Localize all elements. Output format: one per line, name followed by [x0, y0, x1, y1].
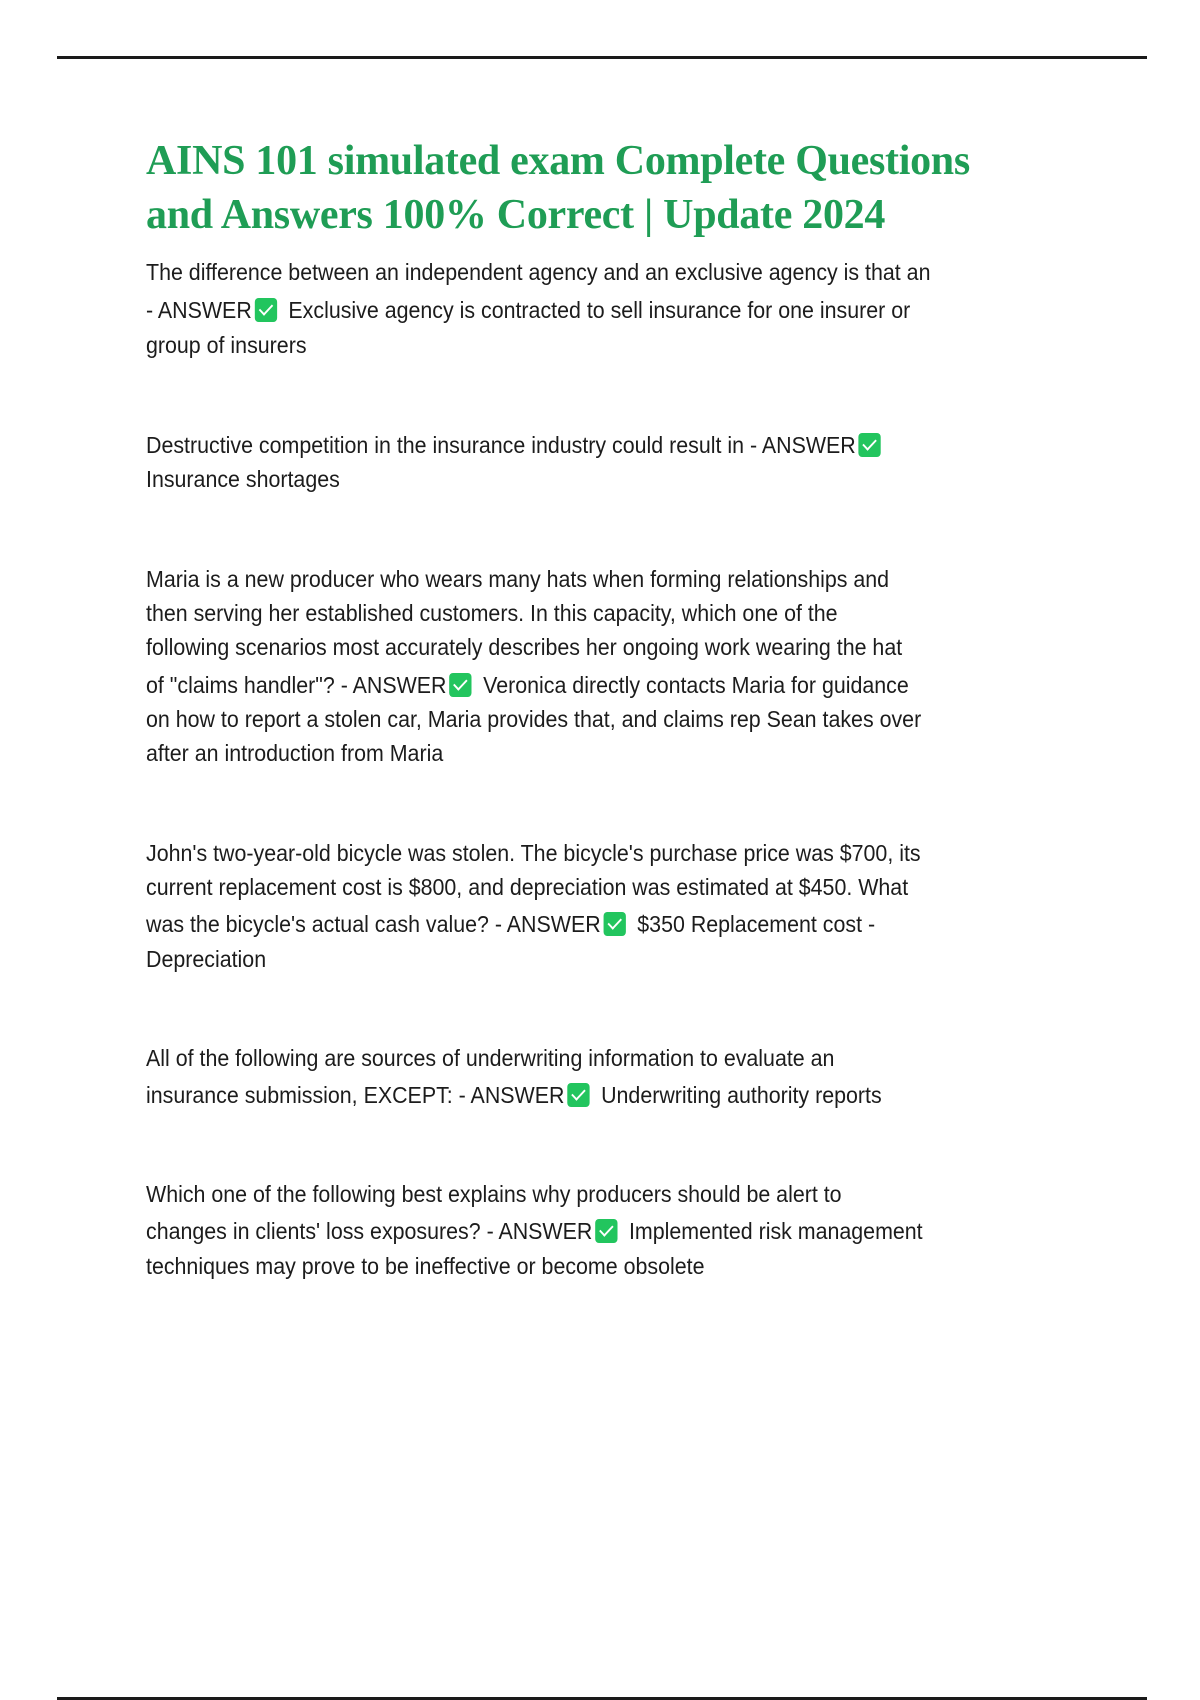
question-text: Destructive competition in the insurance industry could result in - ANSWER: [146, 432, 856, 458]
qa-text: following scenarios most accurately describes her ongoing work wearing the hat: [146, 634, 903, 660]
answer-label: changes in clients' loss exposures? - ANSWER: [146, 1218, 593, 1244]
qa-text: current replacement cost is $800, and depreciation was estimated at $450. What: [146, 874, 909, 900]
qa-text: group of insurers: [146, 332, 307, 358]
qa-text: after an introduction from Maria: [146, 740, 444, 766]
answer-text: Exclusive agency is contracted to sell insurance for one insurer or: [282, 297, 911, 323]
title-line-1: AINS 101 simulated exam Complete Questions: [146, 138, 970, 184]
check-mark-icon: [595, 1219, 617, 1243]
qa-text: on how to report a stolen car, Maria provides that, and claims rep Sean takes over: [146, 706, 922, 732]
answer-label: insurance submission, EXCEPT: - ANSWER: [146, 1082, 565, 1108]
answer-text: Implemented risk management: [623, 1218, 923, 1244]
answer-text: Insurance shortages: [146, 466, 340, 492]
qa-text: techniques may prove to be ineffective or become obsolete: [146, 1253, 705, 1279]
qa-text: The difference between an independent agency and an exclusive agency is that an: [146, 259, 931, 285]
check-mark-icon: [255, 298, 277, 322]
check-mark-icon: [449, 673, 471, 697]
check-mark-icon: [567, 1083, 589, 1107]
qa-text: All of the following are sources of underwriting information to evaluate an: [146, 1045, 835, 1071]
qa-answer-line: [146, 1216, 923, 1246]
document-title: [146, 134, 1106, 242]
answer-label: was the bicycle's actual cash value? - ANSWER: [146, 911, 601, 937]
answer-label: of "claims handler"? - ANSWER: [146, 672, 447, 698]
qa-answer-line: [146, 295, 910, 325]
check-mark-icon: [603, 912, 625, 936]
title-line-2: and Answers 100% Correct | Update 2024: [146, 192, 886, 238]
answer-text: Underwriting authority reports: [595, 1082, 882, 1108]
qa-text: Maria is a new producer who wears many hats when forming relationships and: [146, 566, 890, 592]
qa-text: Which one of the following best explains why producers should be alert to: [146, 1181, 842, 1207]
qa-answer-line: [146, 909, 875, 939]
check-mark-icon: [859, 433, 881, 457]
qa-answer-line: [146, 430, 886, 460]
qa-answer-line: [146, 1080, 882, 1110]
qa-text: then serving her established customers. In this capacity, which one of the: [146, 600, 838, 626]
qa-text: John's two-year-old bicycle was stolen. The bicycle's purchase price was $700, its: [146, 840, 921, 866]
top-rule: [57, 56, 1147, 59]
answer-text: Veronica directly contacts Maria for guidance: [477, 672, 909, 698]
qa-answer-line: [146, 670, 909, 700]
answer-text: $350 Replacement cost -: [631, 911, 876, 937]
qa-text: Depreciation: [146, 946, 267, 972]
answer-label: - ANSWER: [146, 297, 252, 323]
